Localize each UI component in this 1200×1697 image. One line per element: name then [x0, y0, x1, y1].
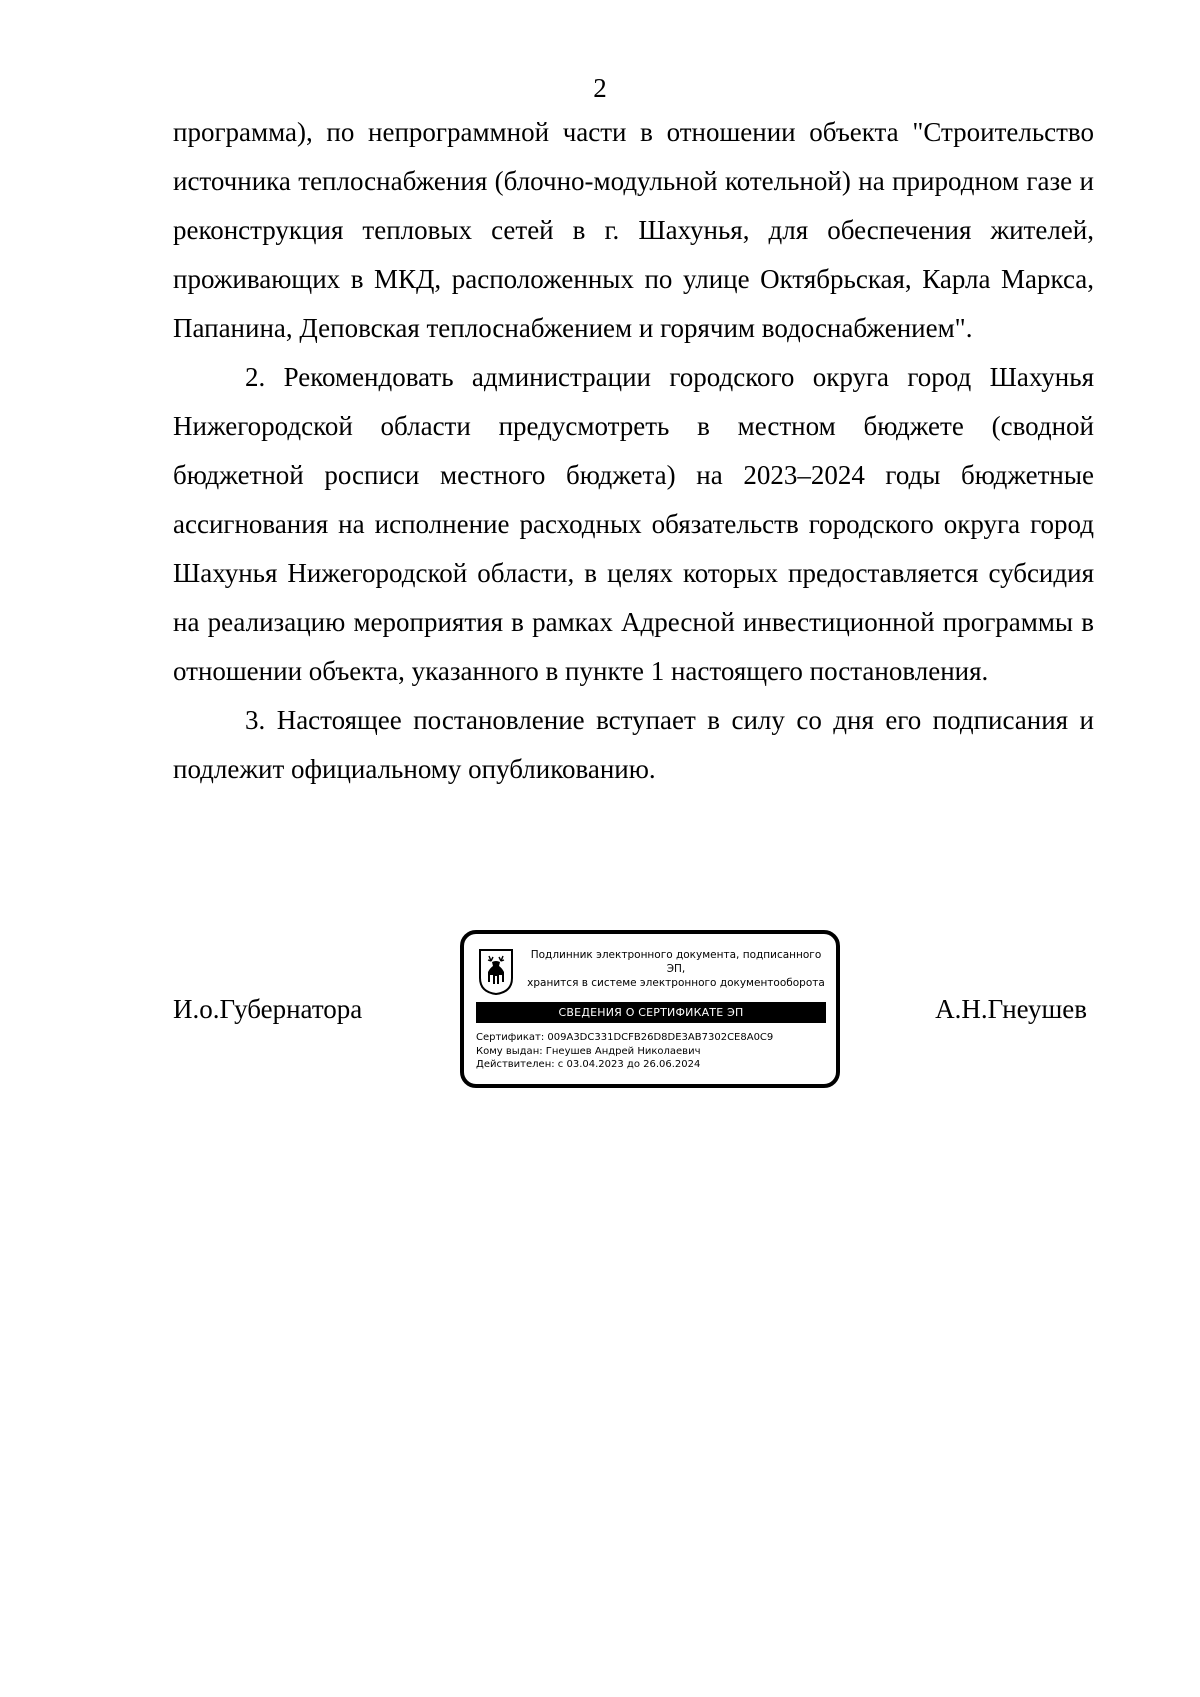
signatory-position: И.о.Губернатора	[173, 994, 363, 1024]
stamp-certificate-bar: СВЕДЕНИЯ О СЕРТИФИКАТЕ ЭП	[476, 1002, 826, 1023]
stamp-issued-to: Кому выдан: Гнеушев Андрей Николаевич	[476, 1045, 701, 1057]
paragraph-1-continuation: программа), по непрограммной части в отношении объекта "Строительство источника теплоснабжения (блочно-модульной котельной) на природном газе и реконструкция тепловых сетей в г. Шахунья, для обеспечения жителей, проживающих в МКД, расположенных по улице Октябрьская, Карла Маркса, Папанина, Деповская теплоснабжением и горячим водоснабжением".	[173, 117, 1094, 343]
paragraph-2: 2. Рекомендовать администрации городского округа город Шахунья Нижегородской области предусмотреть в местном бюджете (сводной бюджетной росписи местного бюджета) на 2023–2024 годы бюджетные ассигнования на исполнение расходных обязательств городского округа город Шахунья Нижегородской области, в целях которых предоставляется субсидия на реализацию мероприятия в рамках Адресной инвестиционной программы в отношении объекта, указанного в пункте 1 настоящего постановления.	[173, 362, 1094, 686]
electronic-signature-stamp	[460, 930, 840, 1088]
stamp-valid-period: Действителен: с 03.04.2023 до 26.06.2024	[476, 1059, 701, 1070]
stamp-header	[522, 948, 830, 990]
deer-coat-of-arms-icon	[478, 948, 514, 996]
paragraph-3: 3. Настоящее постановление вступает в силу со дня его подписания и подлежит официальному опубликованию.	[173, 705, 1094, 784]
signatory-name: А.Н.Гнеушев	[935, 994, 1087, 1024]
stamp-header-line-2: хранится в системе электронного документооборота	[527, 977, 825, 989]
stamp-certificate-number: Сертификат: 009A3DC331DCFB26D8DE3AB7302CE8A0C9	[476, 1032, 774, 1043]
document-body	[173, 108, 1094, 794]
stamp-certificate-info	[476, 1031, 828, 1072]
stamp-header-line-1: Подлинник электронного документа, подписанного ЭП,	[530, 949, 822, 975]
page-number: 2	[593, 73, 607, 103]
